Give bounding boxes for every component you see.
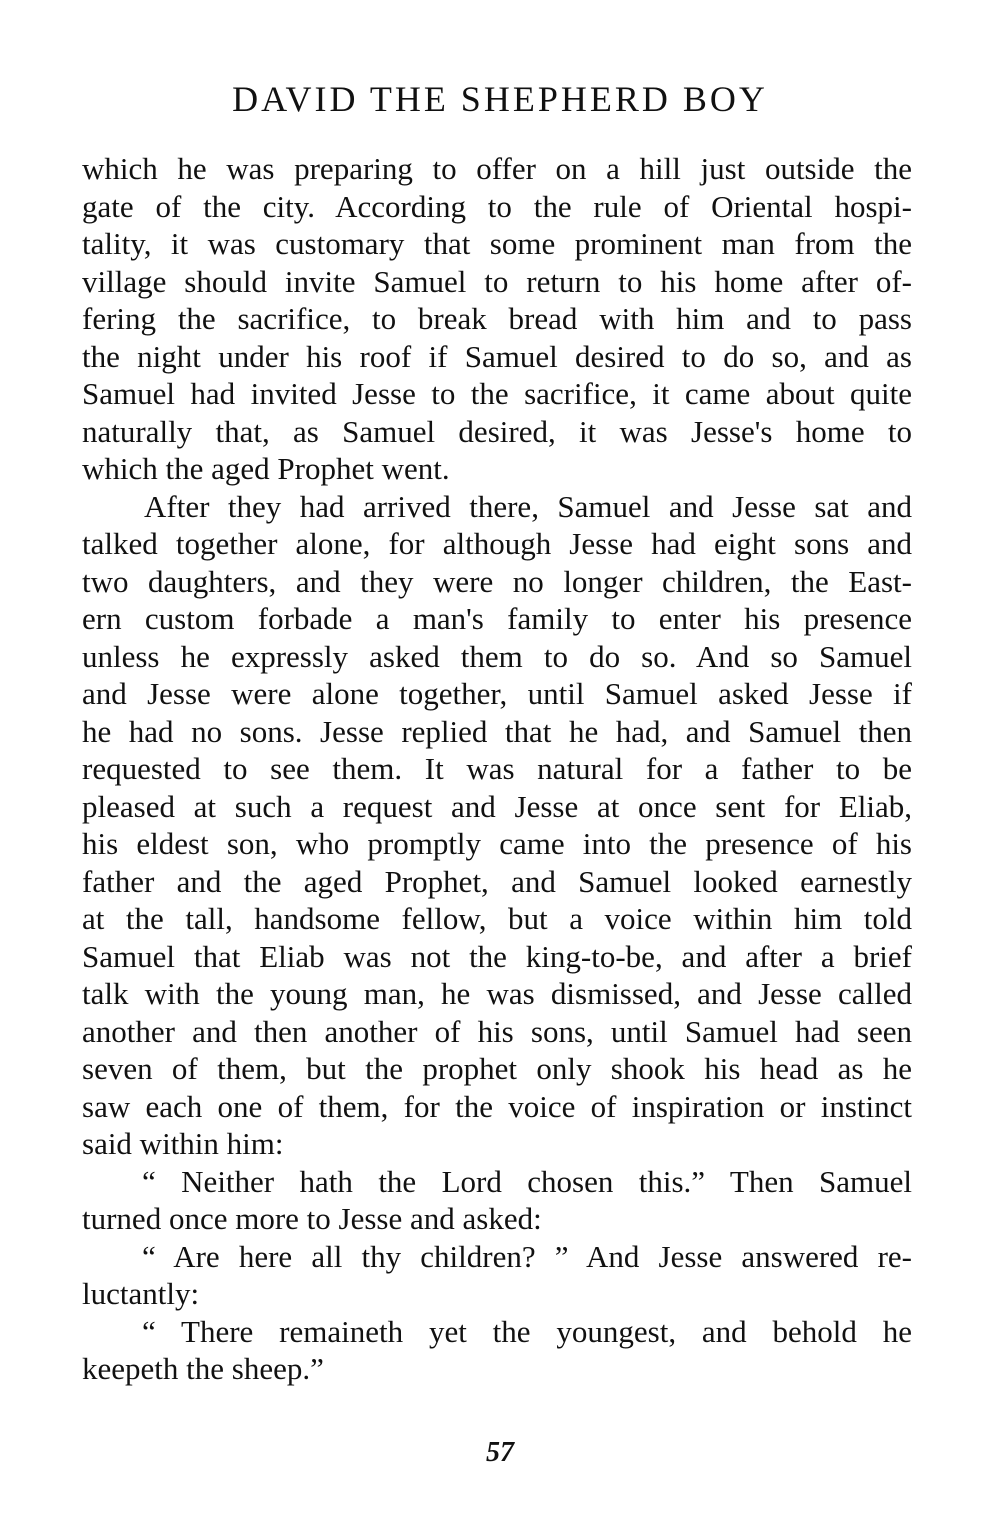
- paragraph: [82, 150, 912, 488]
- text-line: requested to see them. It was natural for a father to be: [82, 751, 912, 786]
- text-line: Samuel that Eliab was not the king-to-be, and after a brief: [82, 938, 912, 974]
- text-line: seven of them, but the prophet only shook his head as he: [82, 1051, 912, 1086]
- body-text: [82, 150, 912, 1388]
- paragraph: [82, 1238, 912, 1313]
- text-line: two daughters, and they were no longer children, the East-: [82, 563, 912, 599]
- text-line: ern custom forbade a man's family to enter his presence: [82, 601, 912, 636]
- text-line: luctantly:: [82, 1276, 200, 1311]
- running-head: DAVID THE SHEPHERD BOY: [232, 79, 768, 119]
- paragraph: [82, 1163, 912, 1238]
- text-line: gate of the city. According to the rule of Oriental hospi-: [82, 188, 912, 224]
- paragraph: [82, 1313, 912, 1388]
- text-line: “ Neither hath the Lord chosen this.” Then Samuel: [142, 1163, 912, 1199]
- text-line: After they had arrived there, Samuel and Jesse sat and: [144, 488, 912, 524]
- text-line: Samuel had invited Jesse to the sacrifice, it came about quite: [82, 376, 912, 411]
- text-line: talked together alone, for although Jesse had eight sons and: [82, 526, 912, 561]
- text-line: at the tall, handsome fellow, but a voice within him told: [82, 901, 912, 936]
- text-line: “ There remaineth yet the youngest, and behold he: [142, 1313, 912, 1349]
- text-line: naturally that, as Samuel desired, it was Jesse's home to: [82, 413, 912, 449]
- text-line: he had no sons. Jesse replied that he had, and Samuel then: [82, 713, 912, 749]
- text-line: another and then another of his sons, until Samuel had seen: [82, 1013, 912, 1049]
- text-line: the night under his roof if Samuel desired to do so, and as: [82, 338, 912, 374]
- text-line: keepeth the sheep.”: [82, 1351, 324, 1386]
- text-line: fering the sacrifice, to break bread with him and to pass: [82, 301, 912, 336]
- text-line: his eldest son, who promptly came into the presence of his: [82, 826, 912, 861]
- text-line: turned once more to Jesse and asked:: [82, 1201, 542, 1236]
- text-line: saw each one of them, for the voice of inspiration or instinct: [82, 1088, 912, 1124]
- text-line: unless he expressly asked them to do so. And so Samuel: [82, 638, 912, 674]
- text-line: pleased at such a request and Jesse at once sent for Eliab,: [82, 788, 912, 824]
- text-line: and Jesse were alone together, until Samuel asked Jesse if: [82, 676, 912, 711]
- text-line: which the aged Prophet went.: [82, 451, 450, 486]
- text-line: tality, it was customary that some prominent man from the: [82, 226, 912, 261]
- text-line: father and the aged Prophet, and Samuel looked earnestly: [82, 863, 912, 899]
- text-line: “ Are here all thy children? ” And Jesse answered re-: [142, 1238, 912, 1274]
- text-line: village should invite Samuel to return to his home after of-: [82, 263, 912, 299]
- text-line: talk with the young man, he was dismissed, and Jesse called: [82, 976, 912, 1011]
- text-line: said within him:: [82, 1126, 284, 1161]
- text-line: which he was preparing to offer on a hill just outside the: [82, 151, 912, 186]
- paragraph: [82, 488, 912, 1163]
- page-number: 57: [486, 1437, 514, 1468]
